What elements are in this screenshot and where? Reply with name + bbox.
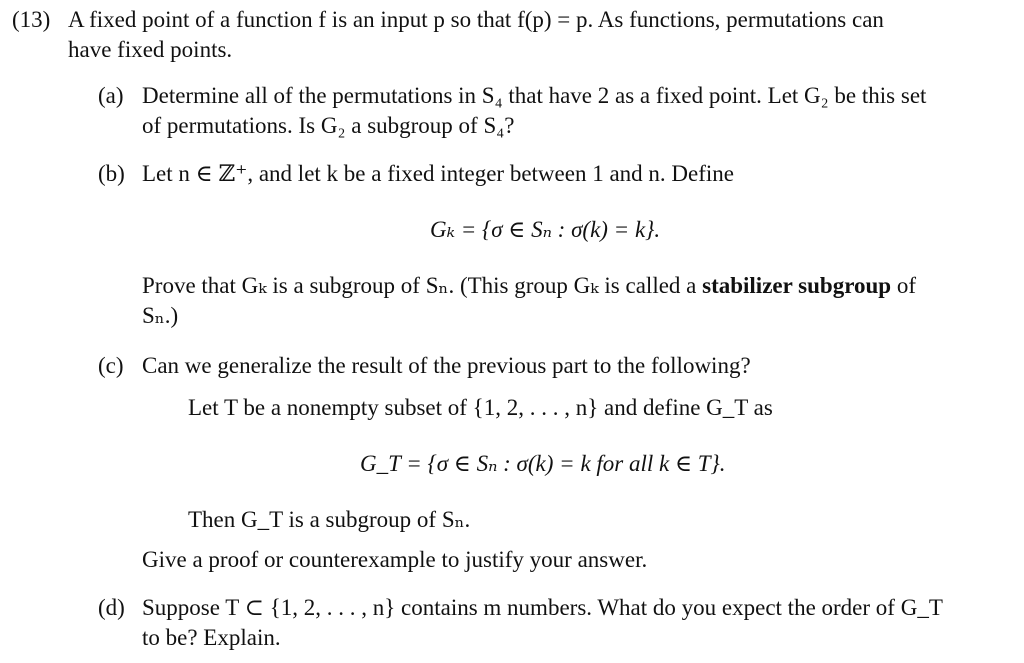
part-b-bold-term: stabilizer subgroup <box>702 273 892 298</box>
part-c-line2: Let T be a nonempty subset of {1, 2, . . . , n} and define G_T as <box>188 395 773 420</box>
part-c-line4: Give a proof or counterexample to justify your answer. <box>142 547 648 572</box>
part-c-line3: Then G_T is a subgroup of Sₙ. <box>188 507 471 532</box>
part-c-label: (c) <box>98 353 124 378</box>
part-a-line1: Determine all of the permutations in S₄ that have 2 as a fixed point. Let G₂ be this set <box>142 83 927 108</box>
part-d-label: (d) <box>98 595 125 620</box>
part-a-line2: of permutations. Is G₂ a subgroup of S₄? <box>142 113 515 138</box>
part-b-line1: Let n ∈ ℤ⁺, and let k be a fixed integer between 1 and n. Define <box>142 161 734 186</box>
part-c-display-equation: G_T = {σ ∈ Sₙ : σ(k) = k for all k ∈ T}. <box>360 451 726 476</box>
part-b-label: (b) <box>98 161 125 186</box>
part-b-prove-suffix: of <box>896 273 916 298</box>
part-c-line1: Can we generalize the result of the previous part to the following? <box>142 353 751 378</box>
part-b-line-end: Sₙ.) <box>142 303 179 328</box>
part-a-label: (a) <box>98 83 124 108</box>
part-b-prove-prefix: Prove that Gₖ is a subgroup of Sₙ. (This group Gₖ is called a <box>142 273 697 298</box>
problem-number: (13) <box>12 7 51 32</box>
problem-intro-line2: have fixed points. <box>68 37 233 62</box>
part-b-display-equation: Gₖ = {σ ∈ Sₙ : σ(k) = k}. <box>430 217 661 242</box>
part-d-line1: Suppose T ⊂ {1, 2, . . . , n} contains m numbers. What do you expect the order of G_T <box>142 595 943 620</box>
problem-intro-line1: A fixed point of a function f is an input p so that f(p) = p. As functions, permutations can <box>68 7 884 32</box>
part-b-prove-line <box>142 272 916 300</box>
part-d-line2: to be? Explain. <box>142 625 281 650</box>
